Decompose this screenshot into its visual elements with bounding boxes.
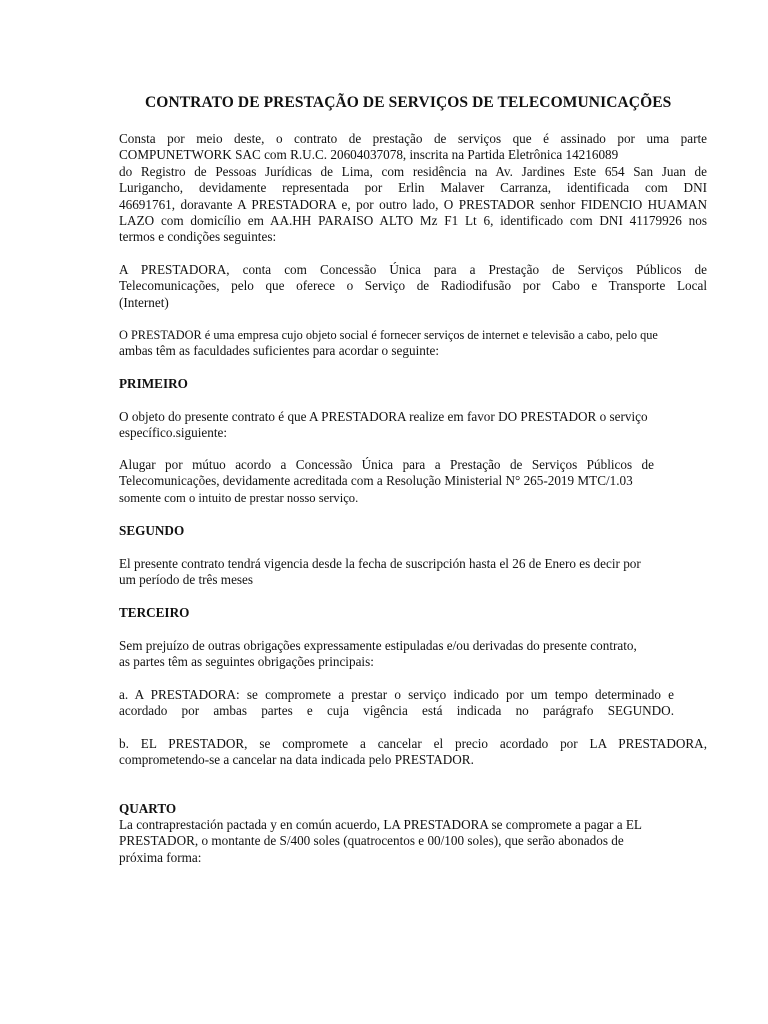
segundo-paragraph: [119, 556, 707, 589]
text-line: Sem prejuízo de outras obrigações expressamente estipuladas e/ou derivadas do presente contrato,: [119, 638, 637, 653]
section-heading-primeiro: PRIMEIRO: [119, 376, 188, 391]
section-heading-quarto: QUARTO: [119, 801, 177, 816]
text-line: COMPUNETWORK SAC com R.U.C. 20604037078, inscrita na Partida Eletrônica 14216089: [119, 147, 619, 163]
prestador-paragraph: [119, 327, 719, 360]
text-line: Telecomunicações, pelo que oferece o Serviço de Radiodifusão por Cabo e Transporte Local: [119, 278, 707, 294]
text-line: do Registro de Pessoas Jurídicas de Lima, com residência na Av. Jardines Este 654 San Juan de: [119, 163, 707, 179]
section-heading-segundo: SEGUNDO: [119, 523, 185, 538]
text-line: A PRESTADORA, conta com Concessão Única para a Prestação de Serviços Públicos de: [119, 262, 707, 277]
text-line: La contraprestación pactada y en común acuerdo, LA PRESTADORA se compromete a pagar a EL: [119, 817, 642, 832]
intro-paragraph: [119, 131, 707, 246]
text-line: ambas têm as faculdades suficientes para acordar o seguinte:: [119, 343, 440, 359]
text-line: b. EL PRESTADOR, se compromete a cancelar el precio acordado por LA PRESTADORA,: [119, 736, 707, 751]
text-line: PRESTADOR, o montante de S/400 soles (quatrocentos e 00/100 soles), que serão abonados de: [119, 833, 624, 849]
terceiro-item-a: [119, 687, 707, 720]
document-title: CONTRATO DE PRESTAÇÃO DE SERVIÇOS DE TELECOMUNICAÇÕES: [145, 94, 672, 111]
text-line: próxima forma:: [119, 849, 202, 865]
primeiro-paragraph-2: [119, 457, 707, 506]
text-line: um período de três meses: [119, 572, 254, 588]
text-line: específico.siguiente:: [119, 425, 228, 441]
text-line: termos e condições seguintes:: [119, 229, 277, 245]
prestadora-paragraph: [119, 262, 707, 311]
text-line: a. A PRESTADORA: se compromete a prestar o serviço indicado por um tempo determinado e: [119, 687, 674, 702]
terceiro-item-b: [119, 736, 707, 769]
text-line: Consta por meio deste, o contrato de prestação de serviços que é assinado por uma parte: [119, 131, 707, 146]
text-line: O objeto do presente contrato é que A PRESTADORA realize em favor DO PRESTADOR o serviço: [119, 409, 648, 424]
text-line: comprometendo-se a cancelar na data indicada pelo PRESTADOR.: [119, 752, 474, 768]
text-line: 46691761, doravante A PRESTADORA e, por outro lado, O PRESTADOR senhor FIDENCIO HUAMAN: [119, 196, 707, 212]
quarto-paragraph: [119, 817, 707, 866]
text-line: O PRESTADOR é uma empresa cujo objeto social é fornecer serviços de internet e televisão a cabo, pelo que: [119, 328, 658, 342]
text-line: Telecomunicações, devidamente acreditada com a Resolução Ministerial N° 265-2019 MTC/1.03: [119, 473, 633, 489]
text-line: LAZO com domicílio em AA.HH PARAISO ALTO Mz F1 Lt 6, identificado com DNI 41179926 nos: [119, 213, 707, 229]
text-line: (Internet): [119, 294, 169, 310]
section-heading-terceiro: TERCEIRO: [119, 605, 190, 620]
text-line: as partes têm as seguintes obrigações principais:: [119, 654, 374, 670]
text-line: Lurigancho, devidamente representada por Erlin Malaver Carranza, identificada com DNI: [119, 180, 707, 196]
text-line: somente com o intuito de prestar nosso serviço.: [119, 490, 359, 505]
primeiro-paragraph-1: [119, 409, 707, 442]
text-line: El presente contrato tendrá vigencia desde la fecha de suscripción hasta el 26 de Enero es decir por: [119, 556, 641, 571]
text-line: Alugar por mútuo acordo a Concessão Única para a Prestação de Serviços Públicos de: [119, 457, 654, 472]
text-line: acordado por ambas partes e cuja vigência está indicada no parágrafo SEGUNDO.: [119, 703, 674, 719]
terceiro-paragraph: [119, 638, 707, 671]
